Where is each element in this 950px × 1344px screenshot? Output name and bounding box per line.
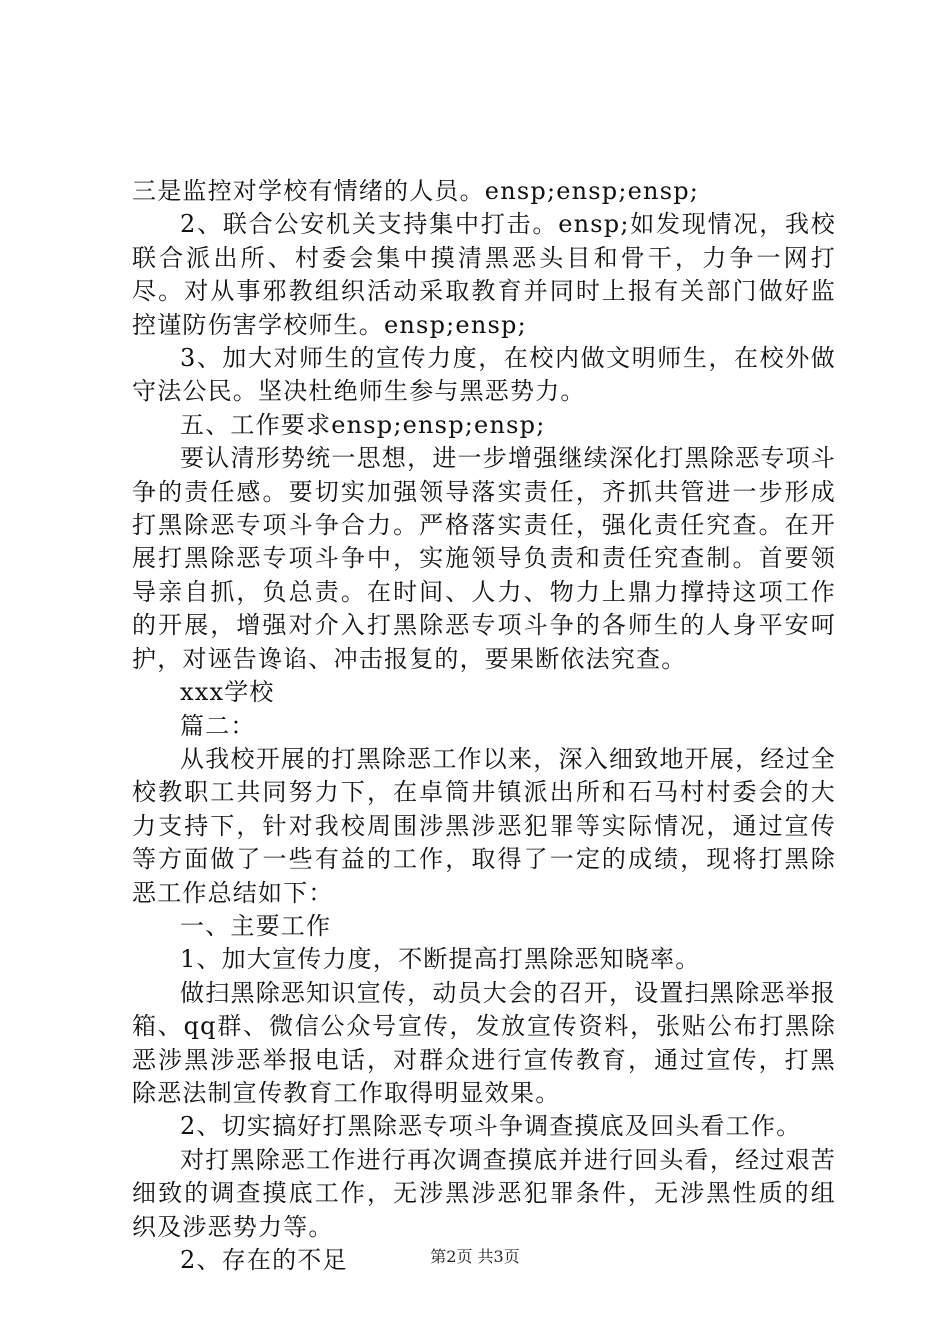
subheading-shortcomings: 2、存在的不足: [180, 1246, 348, 1274]
paragraph-5: 要认清形势统一思想，进一步增强继续深化打黑除恶专项斗争的责任感。要切实加强领导落实责任，齐抓共管进一步形成打黑除恶专项斗争合力。严格落实责任，强化责任究查。在开展打黑除恶专项斗争中，实施领导负责和责任究查制。首要领导亲自抓，负总责。在时间、人力、物力上鼎力撑持这项工作的开展，增强对介入打黑除恶专项斗争的各师生的人身平安呵护，对诬告谗谄、冲击报复的，要果断依法究查。: [132, 444, 836, 673]
paragraph-1: 三是监控对学校有情绪的人员。ensp;ensp;ensp;: [132, 177, 700, 205]
paragraph-13: 对打黑除恶工作进行再次调查摸底并进行回头看，经过艰苦细致的调查摸底工作，无涉黑涉恶犯罪条件，无涉黑性质的组织及涉恶势力等。: [132, 1145, 836, 1241]
school-signature: xxx学校: [180, 678, 275, 707]
page-number-footer: 第2页 共3页: [430, 1247, 520, 1266]
paragraph-3: 3、加大对师生的宣传力度，在校内做文明师生，在校外做守法公民。坚决杜绝师生参与黑恶势力。: [132, 344, 836, 406]
subheading-investigation: 2、切实搞好打黑除恶专项斗争调查摸底及回头看工作。: [180, 1112, 802, 1141]
part-two-heading: 篇二：: [180, 711, 256, 740]
paragraph-2: 2、联合公安机关支持集中打击。ensp;如发现情况，我校联合派出所、村委会集中摸清黑恶头目和骨干，力争一网打尽。对从事邪教组织活动采取教育并同时上报有关部门做好监控谨防伤害学校师生。ensp;ensp;: [132, 210, 836, 339]
paragraph-11: 做扫黑除恶知识宣传，动员大会的召开，设置扫黑除恶举报箱、qq群、微信公众号宣传，发放宣传资料，张贴公布打黑除恶涉黑涉恶举报电话，对群众进行宣传教育，通过宣传，打黑除恶法制宣传教育工作取得明显效果。: [132, 978, 836, 1107]
section-heading-main-work: 一、主要工作: [180, 911, 332, 940]
paragraph-8: 从我校开展的打黑除恶工作以来，深入细致地开展，经过全校教职工共同努力下，在卓筒井镇派出所和石马村村委会的大力支持下，针对我校周围涉黑涉恶犯罪等实际情况，通过宣传等方面做了一些有益的工作，取得了一定的成绩，现将打黑除恶工作总结如下：: [132, 744, 836, 907]
subheading-publicity: 1、加大宣传力度，不断提高打黑除恶知晓率。: [180, 945, 701, 974]
document-body: [132, 175, 836, 1277]
section-heading-work-requirements: 五、工作要求ensp;ensp;ensp;: [180, 410, 546, 439]
